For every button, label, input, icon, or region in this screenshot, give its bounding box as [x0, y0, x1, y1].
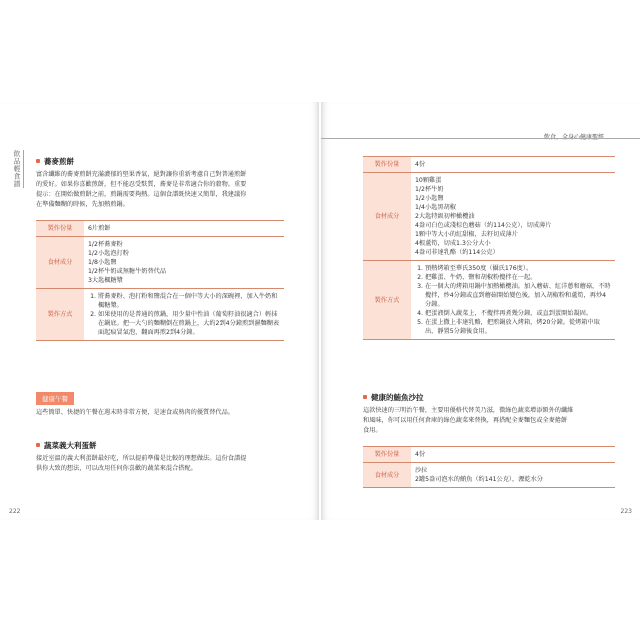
- serving-row: 製作份量 6片煎餅: [36, 221, 284, 237]
- page-number: 223: [620, 508, 632, 515]
- serving-row: 製作份量 4份: [363, 447, 615, 463]
- recipe-table: [363, 446, 615, 488]
- header-rule: [321, 138, 640, 139]
- section-paragraph: 這款快速的三明治午餐，主要用優格代替美乃滋，微綠色蔬菜增添額外的纖維 和風味，你可以用任何倉庫的綠色蔬菜來替換，再搭配全麥麵包或全麥捲餅 食用。: [363, 407, 574, 434]
- running-header: 飲食，全身心健康聖經: [543, 134, 604, 141]
- method-row: 製作方式 1. 將蕎麥粉、泡打粉和鹽混合在一個中等大小的深碗裡，加入牛奶和楓糖漿。 2. 如果使用的是普通的煎鍋，用少量中性油（葡萄籽油很適合）輕抹在鍋底。把一大勺的麵糊倒在煎鍋上，大約2到4分鐘煎到濕麵糊表面起痕冒氣泡，翻面再煎2到4分鐘。: [36, 289, 284, 341]
- tag-paragraph: 這些簡單、快捷的午餐在週末時非常方便，是速食或熟肉的優質替代品。: [36, 409, 234, 416]
- section-tag: 健康午餐: [36, 392, 74, 405]
- book-spread: [0, 102, 640, 520]
- intro-paragraph: 富含纖維的蕎麥煎餅充滿濃郁的堅果香氣，絕對讓你重新考慮自己對普通煎餅 的愛好。如果你喜歡煎餅，但不能忍受麩質，蕎麥是非常適合你的穀物。重要 提示：在開始做煎餅之前，煎鍋需要夠熱。這個食譜既快速又簡單，我建議你 在準備麵糊的時候，先加熱煎鍋。: [36, 171, 247, 208]
- method-row: 製作方式 1. 預熱烤箱至華氏350度（攝氏176度）。 2. 把雞蛋、牛奶、鹽和胡椒粉攪拌在一起。 3. 在一個大的烤箱用鍋中加熱橄欖油。加入蘑菇、紅洋蔥和蘑菇，不時攪拌，炒4分鐘或直到蘑菇開始變色後，加入胡椒粉和蘆筍，再炒4分鐘。 4. 把蛋液倒入蔬菜上，不攪拌再煮幾分鐘，或直到蛋開始凝固。 5. 在蛋上撒上非達乳酪，把煎鍋放入烤箱，烤20分鐘。從烤箱中取出，靜置5分鐘後食用。: [363, 261, 615, 340]
- left-page: [0, 102, 319, 520]
- section-title: 蔬菜義大利蛋餅: [36, 440, 97, 451]
- bullet-icon: [36, 159, 40, 163]
- recipe-table: [36, 220, 284, 341]
- section-title: 蕎麥煎餅: [36, 156, 74, 167]
- running-title: 飲品輕食譜: [12, 150, 24, 188]
- serving-row: 製作份量 4份: [363, 157, 615, 173]
- section-title: 健康的鮪魚沙拉: [363, 392, 424, 403]
- ingredients-row: 食材成分 1/2杯蕎麥粉 1/2小匙泡打粉 1/8小匙鹽 1/2杯牛奶或無糖牛奶替代品 3大匙楓糖漿: [36, 237, 284, 289]
- bullet-icon: [363, 395, 367, 399]
- recipe-table: [363, 156, 615, 340]
- bullet-icon: [36, 443, 40, 447]
- page-number: 222: [9, 508, 21, 515]
- section-paragraph: 接近室溫的義大利蛋餅最好吃，所以提前準備是比較的理想做法。這份食譜提 供你大致的想法，可以改用任何你喜歡的蔬菜來混合搭配。: [36, 455, 247, 472]
- right-page: [321, 102, 640, 520]
- ingredients-row: 食材成分 10顆雞蛋 1/2杯牛奶 1/2小匙鹽 1/4小匙黑胡椒 2大匙特級初榨橄欖油 4盎司白色或淺棕色蘑菇（約114公克），切成薄片 1顆中等大小的紅甜椒，去籽切成薄片 4根蘆筍，切成1.3公分大小 4盎司非達乳酪（約114公克）: [363, 173, 615, 261]
- ingredients-row: 食材成分 沙拉 2罐5盎司泡水的鮪魚（約141公克），瀝乾水分: [363, 463, 615, 488]
